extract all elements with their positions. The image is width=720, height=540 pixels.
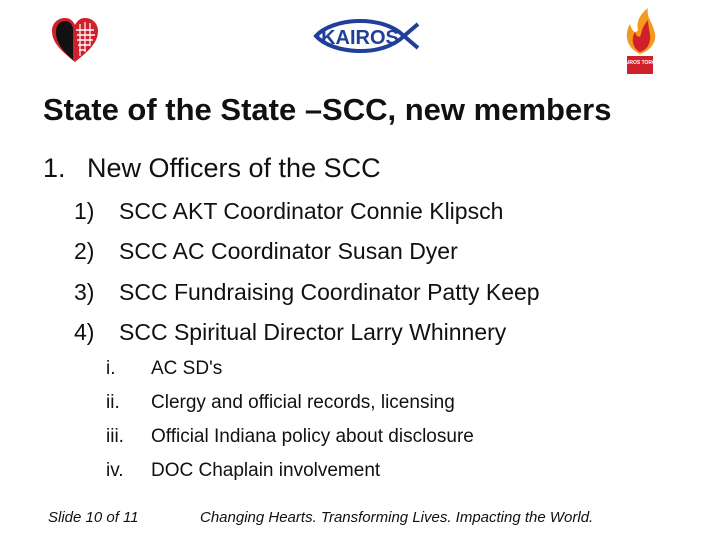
- list-item-level3: [106, 392, 455, 414]
- footer-tagline: Changing Hearts. Transforming Lives. Impacting the World.: [200, 509, 594, 526]
- list-text: SCC Fundraising Coordinator Patty Keep: [119, 279, 540, 305]
- slide-title: State of the State –SCC, new members: [43, 92, 612, 127]
- list-number: 4): [74, 319, 95, 345]
- kairos-fish-logo-icon: [312, 14, 422, 60]
- list-item-level3: [106, 426, 474, 448]
- list-item-level2: [74, 198, 503, 225]
- list-number: 3): [74, 279, 95, 305]
- torch-logo-text: KAIROS TORCH: [620, 60, 660, 66]
- list-text: Clergy and official records, licensing: [151, 392, 455, 413]
- kairos-logo-text: KAIROS: [321, 27, 399, 49]
- list-number: i.: [106, 358, 116, 379]
- list-text: Official Indiana policy about disclosure: [151, 426, 474, 447]
- list-text: SCC Spiritual Director Larry Whinnery: [119, 319, 507, 345]
- list-number: 2): [74, 238, 95, 264]
- list-item-level1: [43, 153, 381, 184]
- list-text: SCC AC Coordinator Susan Dyer: [119, 238, 458, 264]
- heart-logo-icon: [50, 16, 100, 64]
- list-item-level3: [106, 460, 380, 482]
- kairos-torch-logo-icon: [618, 4, 662, 76]
- list-text: SCC AKT Coordinator Connie Klipsch: [119, 198, 504, 224]
- slide-number: Slide 10 of 11: [48, 509, 139, 526]
- list-number: ii.: [106, 392, 120, 413]
- list-item-level3: [106, 358, 222, 380]
- list-number: 1): [74, 198, 95, 224]
- list-number: iv.: [106, 460, 124, 481]
- list-number: 1.: [43, 153, 66, 183]
- list-text: New Officers of the SCC: [87, 153, 381, 183]
- list-text: DOC Chaplain involvement: [151, 460, 381, 481]
- list-item-level2: [74, 279, 540, 306]
- list-item-level2: [74, 319, 506, 346]
- list-item-level2: [74, 238, 458, 265]
- list-number: iii.: [106, 426, 124, 447]
- list-text: AC SD's: [151, 358, 223, 379]
